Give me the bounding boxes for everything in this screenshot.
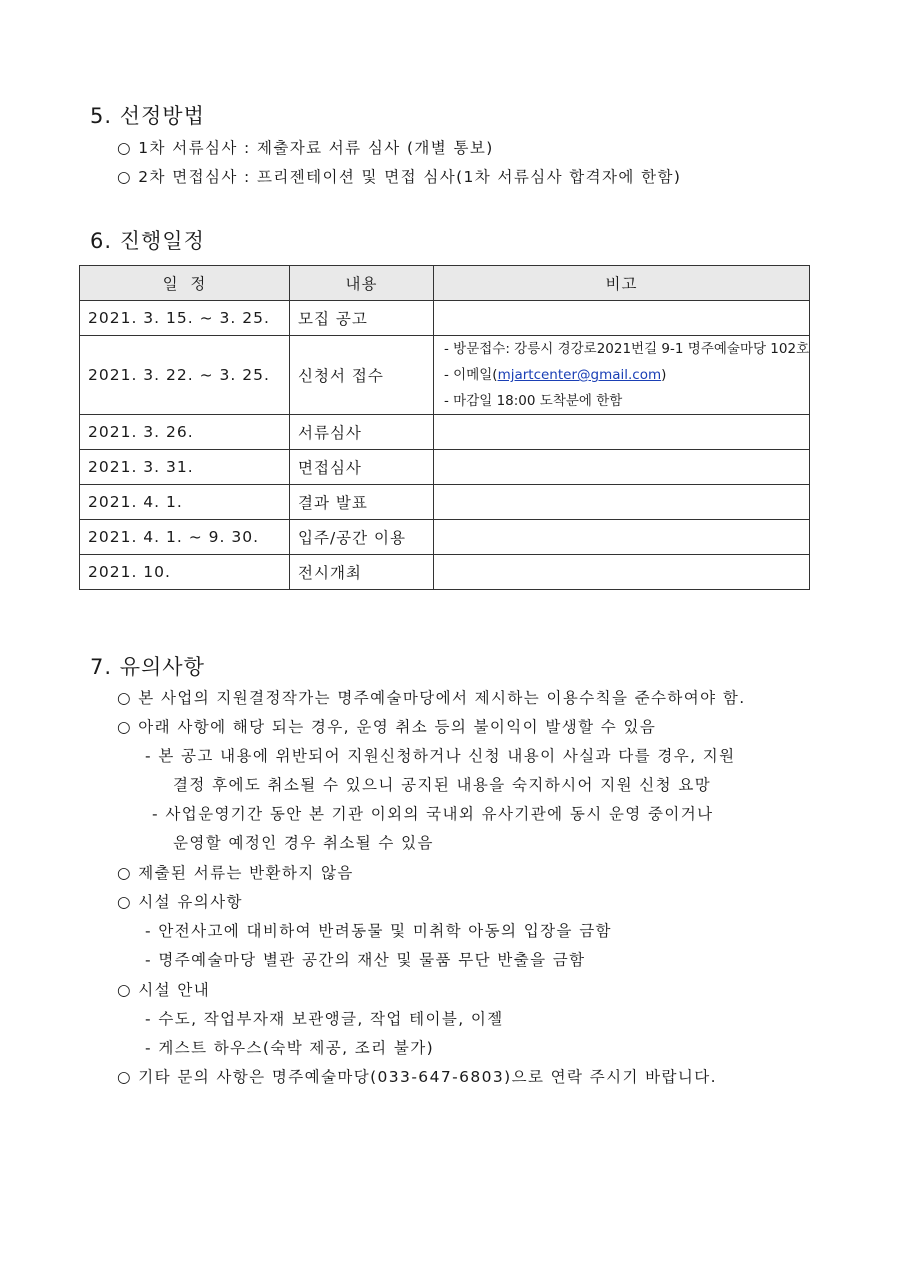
table-row [80,555,810,590]
note-deadline: - 마감일 18:00 도착분에 한함 [444,393,623,409]
email-link[interactable]: mjartcenter@gmail.com [497,367,662,383]
cell-note [434,520,810,555]
header-content: 내용 [290,266,434,301]
section5-title: 5. 선정방법 [90,104,205,128]
table-row [80,301,810,336]
cell-note [434,415,810,450]
cell-content: 입주/공간 이용 [290,520,434,555]
notice-line: ○ 아래 사항에 해당 되는 경우, 운영 취소 등의 불이익이 발생할 수 있음 [117,718,657,736]
notice-subline-cont: 결정 후에도 취소될 수 있으니 공지된 내용을 숙지하시어 지원 신청 요망 [173,776,712,794]
section6-title: 6. 진행일정 [90,229,205,253]
notice-line: ○ 시설 유의사항 [117,893,243,911]
header-date: 일 정 [80,266,290,301]
table-row [80,415,810,450]
cell-note [434,555,810,590]
notice-subline: - 사업운영기간 동안 본 기관 이외의 국내외 유사기관에 동시 운영 중이거나 [152,805,714,823]
note-email-prefix: - 이메일( [444,367,498,383]
cell-note [434,336,810,415]
cell-date: 2021. 4. 1. ~ 9. 30. [80,520,290,555]
section5-item-1: ○ 1차 서류심사 : 제출자료 서류 심사 (개별 통보) [117,139,494,157]
section5-item-2: ○ 2차 면접심사 : 프리젠테이션 및 면접 심사(1차 서류심사 합격자에 한함) [117,168,682,186]
cell-date: 2021. 3. 31. [80,450,290,485]
cell-content: 모집 공고 [290,301,434,336]
table-row [80,485,810,520]
table-header-row [80,266,810,301]
notice-line: ○ 본 사업의 지원결정작가는 명주예술마당에서 제시하는 이용수칙을 준수하여야 함. [117,689,746,707]
notice-subline: - 게스트 하우스(숙박 제공, 조리 불가) [145,1039,435,1057]
cell-note [434,450,810,485]
header-note: 비고 [434,266,810,301]
cell-note [434,301,810,336]
note-visit: - 방문접수: 강릉시 경강로2021번길 9-1 명주예술마당 102호 [444,341,810,357]
notice-line: ○ 제출된 서류는 반환하지 않음 [117,864,354,882]
notice-subline: - 수도, 작업부자재 보관앵글, 작업 테이블, 이젤 [145,1010,504,1028]
table-row [80,336,810,415]
cell-date: 2021. 4. 1. [80,485,290,520]
cell-content: 결과 발표 [290,485,434,520]
cell-date: 2021. 3. 26. [80,415,290,450]
notice-line: ○ 시설 안내 [117,981,211,999]
cell-content: 서류심사 [290,415,434,450]
cell-content: 면접심사 [290,450,434,485]
section7-title: 7. 유의사항 [90,655,205,679]
note-email [444,362,801,388]
table-row [80,520,810,555]
cell-content: 전시개최 [290,555,434,590]
notice-line: ○ 기타 문의 사항은 명주예술마당(033-647-6803)으로 연락 주시기 바랍니다. [117,1068,717,1086]
cell-note [434,485,810,520]
cell-content: 신청서 접수 [290,336,434,415]
notice-subline: - 명주예술마당 별관 공간의 재산 및 물품 무단 반출을 금함 [145,951,586,969]
cell-date: 2021. 10. [80,555,290,590]
notice-subline-cont: 운영할 예정인 경우 취소될 수 있음 [173,834,434,852]
notice-subline: - 본 공고 내용에 위반되어 지원신청하거나 신청 내용이 사실과 다를 경우, 지원 [145,747,736,765]
schedule-table [79,265,810,590]
cell-date: 2021. 3. 15. ~ 3. 25. [80,301,290,336]
note-email-suffix: ) [661,367,667,383]
notice-subline: - 안전사고에 대비하여 반려동물 및 미취학 아동의 입장을 금함 [145,922,612,940]
table-row [80,450,810,485]
cell-date: 2021. 3. 22. ~ 3. 25. [80,336,290,415]
